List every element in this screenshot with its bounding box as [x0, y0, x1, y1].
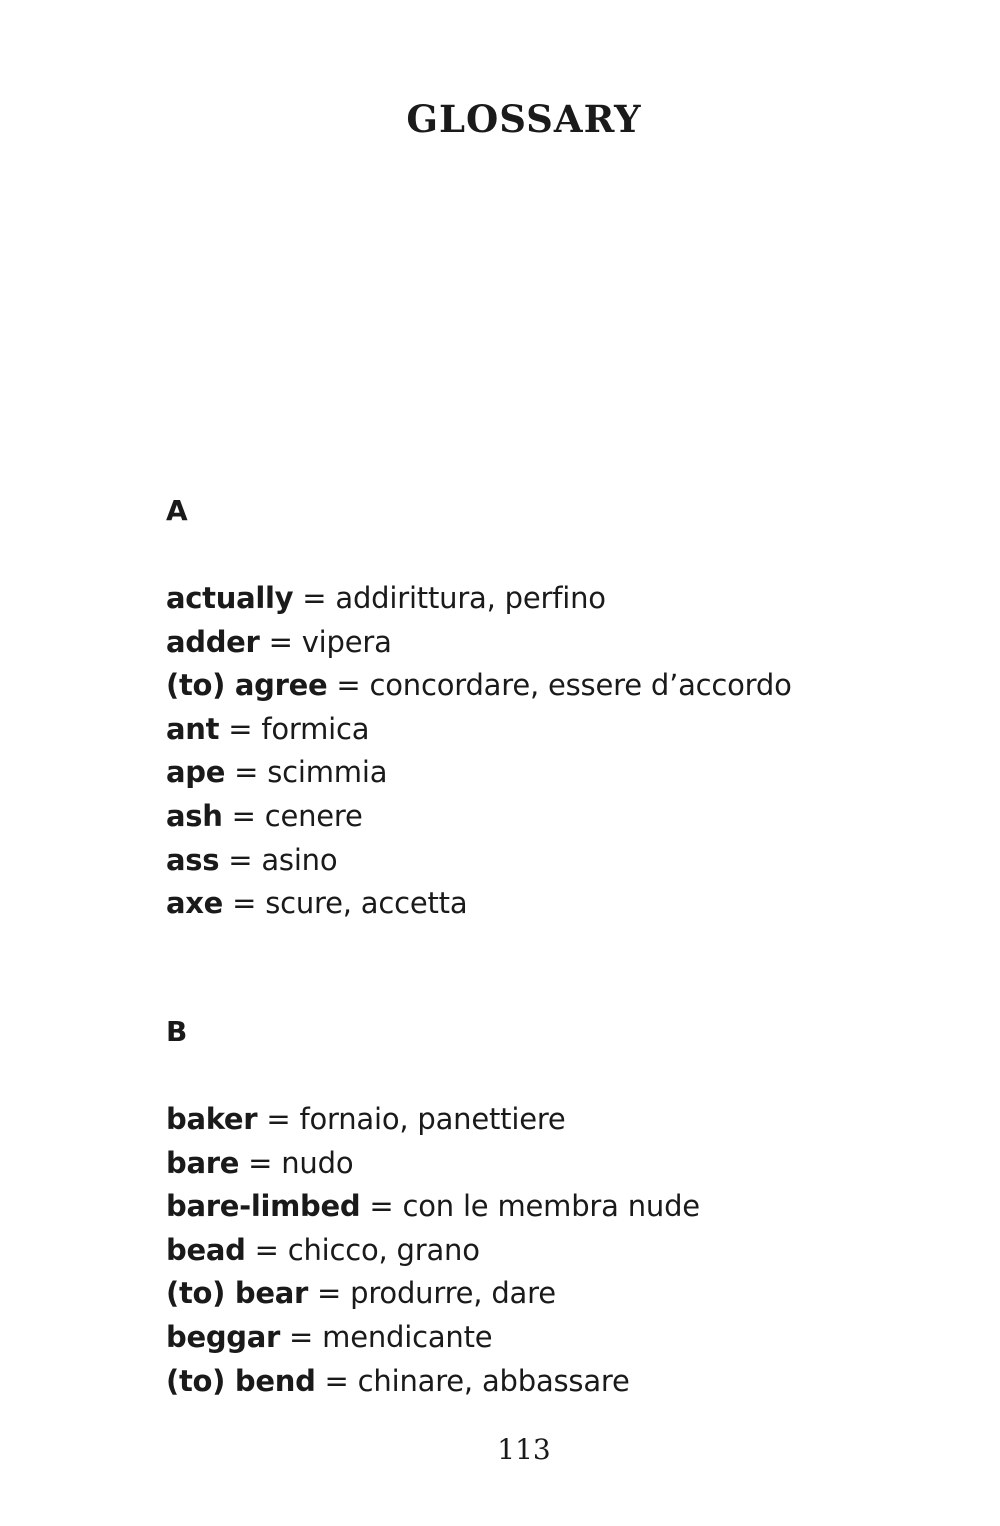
entry-list — [166, 1098, 940, 1403]
entry-translation: vipera — [301, 624, 392, 659]
entry-translation: produrre, dare — [350, 1276, 556, 1311]
glossary-entry: bead = chicco, grano — [166, 1232, 480, 1267]
entry-translation: con le membra nude — [402, 1189, 700, 1224]
glossary-entry: (to) bear = produrre, dare — [166, 1276, 556, 1311]
entry-term: bare-limbed — [166, 1189, 361, 1224]
glossary-entry: beggar = mendicante — [166, 1319, 493, 1354]
entry-translation: addirittura, perfino — [335, 581, 606, 615]
entry-term: (to) bend — [166, 1363, 316, 1398]
glossary-entry: ash = cenere — [166, 798, 363, 833]
entry-term: ash — [166, 798, 223, 833]
glossary-entry: axe = scure, accetta — [166, 886, 468, 921]
entry-term: bare — [166, 1145, 240, 1180]
entry-term: ass — [166, 842, 220, 877]
glossary-entry: (to) bend = chinare, abbassare — [166, 1363, 630, 1398]
page-number: 113 — [497, 1433, 551, 1466]
glossary-entry: actually = addirittura, perfino — [166, 581, 606, 615]
entry-translation: nudo — [281, 1145, 354, 1180]
glossary-section-a — [166, 491, 940, 926]
entry-term: adder — [166, 624, 260, 659]
glossary-entry: ass = asino — [166, 842, 338, 877]
glossary-section-b — [166, 1012, 940, 1403]
section-letter: A — [166, 494, 188, 527]
glossary-entry: adder = vipera — [166, 624, 392, 659]
glossary-entry: bare = nudo — [166, 1145, 354, 1180]
glossary-entry: ape = scimmia — [166, 755, 388, 790]
entry-term: bead — [166, 1232, 246, 1267]
section-letter: B — [166, 1015, 188, 1048]
entry-translation: asino — [261, 842, 338, 877]
entry-translation: mendicante — [322, 1319, 493, 1354]
entry-translation: scimmia — [267, 755, 388, 790]
entry-term: (to) agree — [166, 668, 328, 703]
entry-list — [166, 577, 940, 926]
entry-term: baker — [166, 1102, 258, 1136]
entry-term: ape — [166, 755, 226, 790]
page-title: GLOSSARY — [406, 97, 642, 141]
entry-term: beggar — [166, 1319, 281, 1354]
entry-translation: concordare, essere d’accordo — [369, 668, 792, 703]
entry-term: ant — [166, 711, 220, 746]
entry-term: (to) bear — [166, 1276, 308, 1311]
entry-translation: chinare, abbassare — [357, 1363, 630, 1398]
glossary-entry: baker = fornaio, panettiere — [166, 1102, 566, 1136]
glossary-entry: (to) agree = concordare, essere d’accordo — [166, 668, 792, 703]
entry-translation: formica — [261, 711, 370, 746]
glossary-entry: ant = formica — [166, 711, 370, 746]
entry-translation: cenere — [264, 798, 363, 833]
entry-translation: scure, accetta — [265, 886, 468, 921]
entry-term: axe — [166, 886, 224, 921]
entry-term: actually — [166, 581, 294, 615]
entry-translation: fornaio, panettiere — [299, 1102, 566, 1136]
entry-translation: chicco, grano — [287, 1232, 480, 1267]
glossary-entry: bare-limbed = con le membra nude — [166, 1189, 700, 1224]
